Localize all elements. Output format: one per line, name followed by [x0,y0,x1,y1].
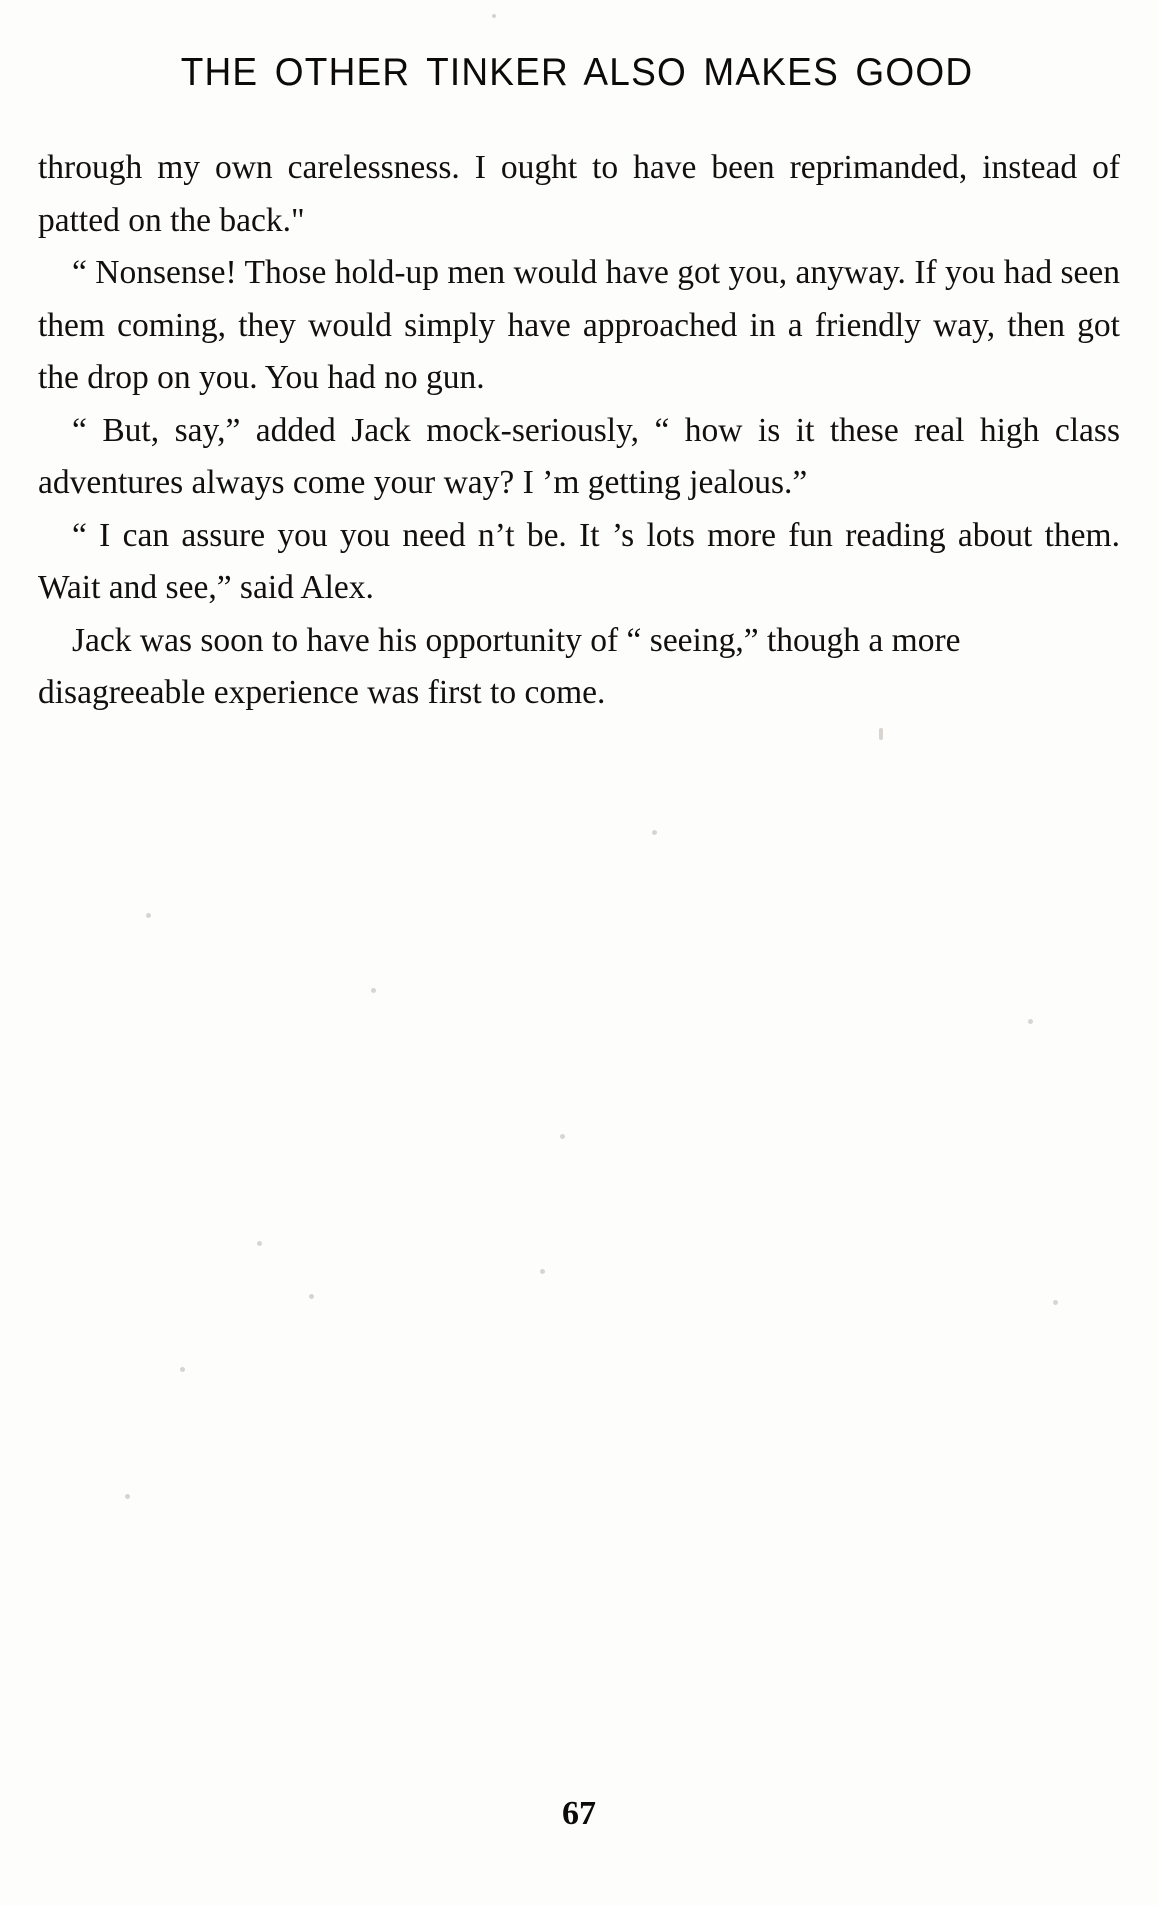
paper-speck [146,913,151,918]
paper-speck [492,14,496,18]
paragraph: “ I can assure you you need n’t be. It ’s lots more fun reading about them. Wait and see,” said Alex. [38,516,1120,606]
paper-speck [879,728,883,740]
paragraph: “ Nonsense! Those hold-up men would have got you, anyway. If you had seen them coming, they would simply have approached in a friendly way, then got the drop on you. You had no gun. [38,254,1120,396]
paper-speck [652,830,657,835]
paper-speck [125,1494,130,1499]
paper-speck [1053,1300,1058,1305]
paper-speck [1028,1019,1033,1024]
paragraph: Jack was soon to have his opportunity of “ seeing,” though a more disagreeable experience was first to come. [38,621,961,711]
paper-speck [560,1134,565,1139]
page-number: 67 [562,1795,596,1832]
page-running-head: THE OTHER TINKER ALSO MAKES GOOD [180,50,974,94]
paragraph: through my own carelessness. I ought to have been reprimanded, instead of patted on the back." [38,149,1120,239]
paragraph: “ But, say,” added Jack mock-seriously, “ how is it these real high class adventures always come your way? I ’m getting jealous.” [38,411,1120,501]
paper-speck [180,1367,185,1372]
paper-speck [540,1269,545,1274]
paper-speck [371,988,376,993]
paper-speck [257,1241,262,1246]
page-body-text [38,142,1120,720]
paper-speck [309,1294,314,1299]
